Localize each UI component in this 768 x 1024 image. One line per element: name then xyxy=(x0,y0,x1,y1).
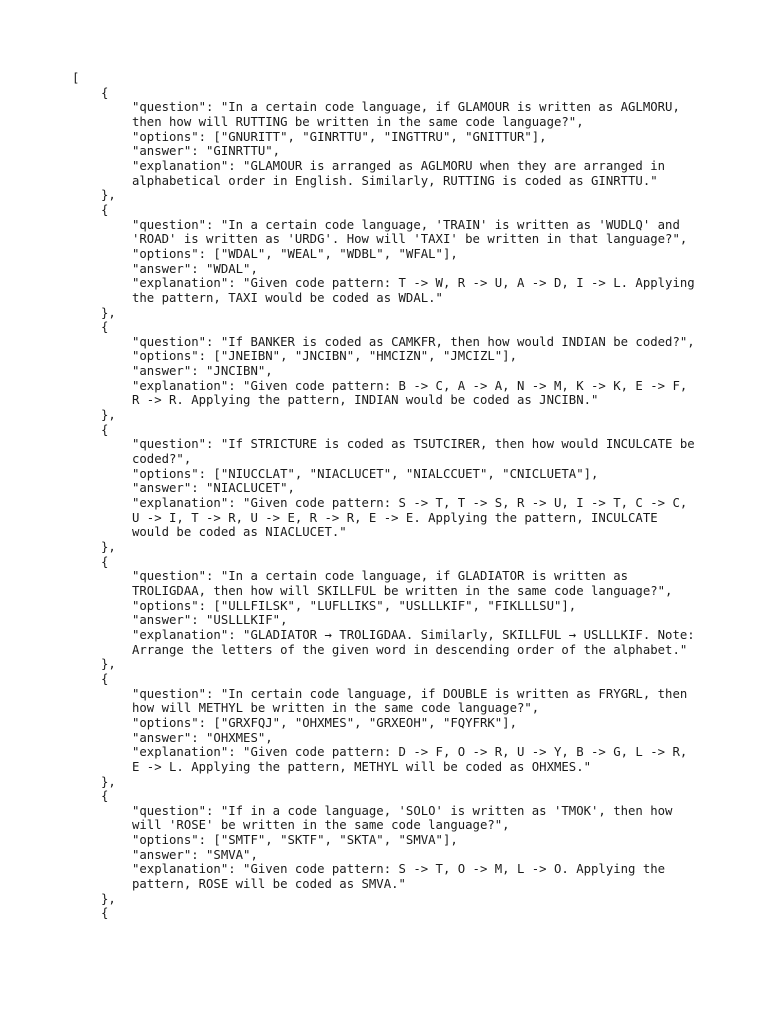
item-answer: "answer": "JNCIBN", xyxy=(132,364,273,379)
item-open-brace: { xyxy=(101,789,109,804)
item-open-brace: { xyxy=(101,554,109,569)
item-options: "options": ["SMTF", "SKTF", "SKTA", "SMVA"], xyxy=(132,833,458,848)
item-open-brace: { xyxy=(101,202,109,217)
item-answer: "answer": "GINRTTU", xyxy=(132,144,281,159)
item-options: "options": ["GNURITT", "GINRTTU", "INGTTRU", "GNITTUR"], xyxy=(132,129,547,144)
item-question: "question": "If BANKER is coded as CAMKFR, then how would INDIAN be coded?", xyxy=(132,334,695,349)
item-close-brace: }, xyxy=(101,657,116,672)
item-explanation: "explanation": "GLADIATOR → TROLIGDAA. Similarly, SKILLFUL → USLLLKIF. Note: Arrange the letters of the given word in descending order of the alphabet." xyxy=(132,627,703,657)
item-explanation: "explanation": "Given code pattern: S -> T, T -> S, R -> U, I -> T, C -> C, U -> I, T -> R, U -> E, R -> R, E -> E. Applying the pattern, INCULCATE would be coded as NIACLUCET." xyxy=(132,496,695,540)
item-close-brace: }, xyxy=(101,540,116,554)
item-options: "options": ["ULLFILSK", "LUFLLIKS", "USLLLKIF", "FIKLLLSU"], xyxy=(132,598,577,613)
item-close-brace: }, xyxy=(101,891,116,906)
item-explanation: "explanation": "Given code pattern: B -> C, A -> A, N -> M, K -> K, E -> F, R -> R. Applying the pattern, INDIAN would be coded as JNCIBN." xyxy=(132,378,695,408)
item-open-brace: { xyxy=(101,671,109,686)
json-document xyxy=(72,71,703,921)
item-question: "question": "In a certain code language, if GLADIATOR is written as TROLIGDAA, then how will SKILLFUL be written in the same code language?", xyxy=(132,569,673,598)
item-list xyxy=(72,85,703,907)
item-answer: "answer": "OHXMES", xyxy=(132,730,273,745)
item-close-brace: }, xyxy=(101,188,116,203)
item-explanation: "explanation": "Given code pattern: S -> T, O -> M, L -> O. Applying the pattern, ROSE will be coded as SMVA." xyxy=(132,862,673,892)
item-answer: "answer": "WDAL", xyxy=(132,261,258,276)
open-bracket: [ xyxy=(72,71,80,85)
item-answer: "answer": "USLLLKIF", xyxy=(132,613,288,628)
item-answer: "answer": "NIACLUCET", xyxy=(132,481,295,496)
item-open-brace: { xyxy=(101,320,109,335)
item-explanation: "explanation": "GLAMOUR is arranged as AGLMORU when they are arranged in alphabetical order in English. Similarly, RUTTING is coded as GINRTTU." xyxy=(132,158,673,188)
item-question: "question": "In certain code language, if DOUBLE is written as FRYGRL, then how will METHYL be written in the same code language?", xyxy=(132,686,695,716)
item-answer: "answer": "SMVA", xyxy=(132,847,258,862)
item-options: "options": ["JNEIBN", "JNCIBN", "HMCIZN", "JMCIZL"], xyxy=(132,349,517,364)
item-explanation: "explanation": "Given code pattern: T -> W, R -> U, A -> D, I -> L. Applying the pattern, TAXI would be coded as WDAL." xyxy=(132,276,703,305)
item-close-brace: }, xyxy=(101,774,116,789)
item-explanation: "explanation": "Given code pattern: D -> F, O -> R, U -> Y, B -> G, L -> R, E -> L. Applying the pattern, METHYL will be coded as OHXMES." xyxy=(132,745,695,774)
item-options: "options": ["WDAL", "WEAL", "WDBL", "WFAL"], xyxy=(132,246,458,261)
item-close-brace: }, xyxy=(101,305,116,320)
item-options: "options": ["NIUCCLAT", "NIACLUCET", "NIALCCUET", "CNICLUETA"], xyxy=(132,466,599,481)
item-open-brace: { xyxy=(101,85,109,100)
item-question: "question": "If STRICTURE is coded as TSUTCIRER, then how would INCULCATE be coded?", xyxy=(132,437,703,467)
item-question: "question": "In a certain code language, 'TRAIN' is written as 'WUDLQ' and 'ROAD' is written as 'URDG'. How will 'TAXI' be written in that language?", xyxy=(132,217,688,247)
item-question: "question": "In a certain code language, if GLAMOUR is written as AGLMORU, then how will RUTTING be written in the same code language?", xyxy=(132,100,688,129)
item-options: "options": ["GRXFQJ", "OHXMES", "GRXEOH", "FQYFRK"], xyxy=(132,715,517,730)
item-open-brace: { xyxy=(101,422,109,437)
open-brace: { xyxy=(101,906,109,921)
item-close-brace: }, xyxy=(101,408,116,423)
item-question: "question": "If in a code language, 'SOLO' is written as 'TMOK', then how will 'ROSE' be written in the same code language?", xyxy=(132,803,680,833)
